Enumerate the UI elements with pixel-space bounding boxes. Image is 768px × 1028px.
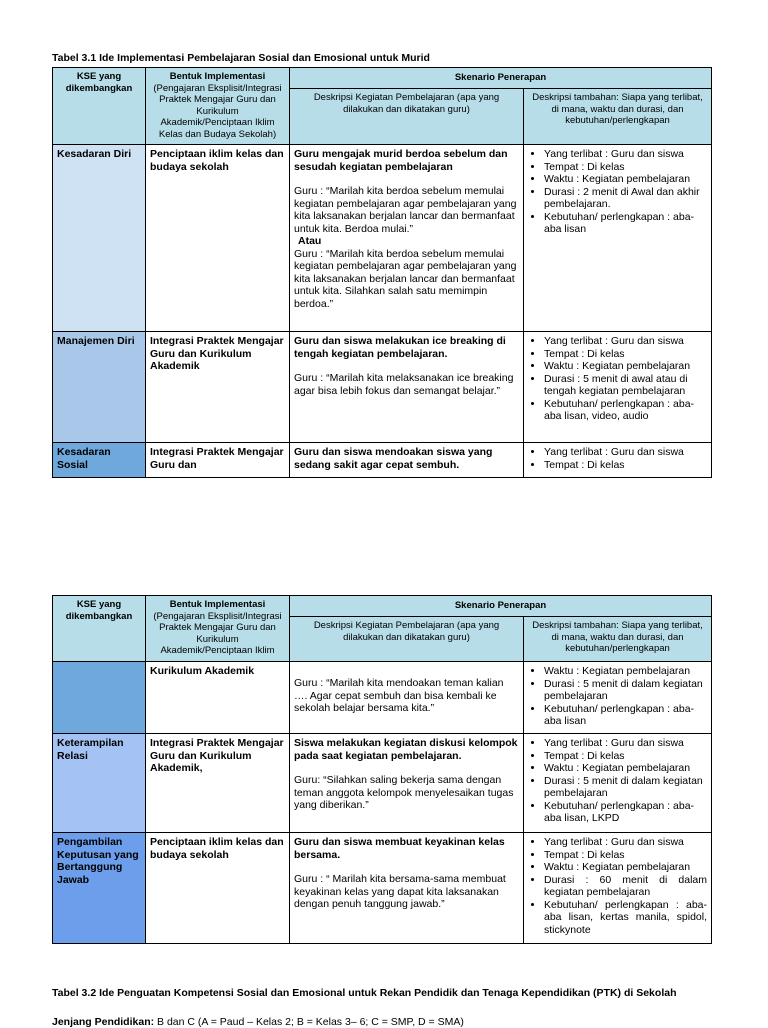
detail-item: • Durasi : 5 menit di dalam kegiatan pembelajaran bbox=[544, 775, 707, 800]
jenjang-value: B dan C (A = Paud – Kelas 2; B = Kelas 3– 6; C = SMP, D = SMA) bbox=[154, 1016, 464, 1028]
header-bentuk-title: Bentuk Implementasi bbox=[169, 71, 266, 82]
detail-item: • Tempat : Di kelas bbox=[544, 750, 707, 763]
jenjang-label: Jenjang Pendidikan: bbox=[52, 1016, 155, 1028]
row-kse-kesadaran-diri: Kesadaran Diri bbox=[53, 145, 146, 332]
detail-item: • Waktu : Kegiatan pembelajaran bbox=[544, 173, 707, 186]
row-tambahan bbox=[524, 332, 712, 443]
row-bentuk: Integrasi Praktek Mengajar Guru dan Kurikulum Akademik, bbox=[146, 734, 290, 833]
row-kse-keterampilan-relasi: Keterampilan Relasi bbox=[53, 734, 146, 833]
detail-item: • Yang terlibat : Guru dan siswa bbox=[544, 737, 707, 750]
header-skenario: Skenario Penerapan bbox=[290, 596, 712, 617]
row-deskripsi bbox=[290, 734, 524, 833]
teacher-speech: Guru: “Silahkan saling bekerja sama dengan teman anggota kelompok menyelesaikan tugas yang diberikan.” bbox=[294, 774, 514, 811]
jenjang-line bbox=[52, 1016, 464, 1028]
detail-item: • Tempat : Di kelas bbox=[544, 849, 707, 862]
detail-item: • Durasi : 2 menit di Awal dan akhir pembelajaran. bbox=[544, 186, 707, 211]
row-deskripsi bbox=[290, 662, 524, 734]
row-bentuk: Integrasi Praktek Mengajar Guru dan Kurikulum Akademik bbox=[146, 332, 290, 443]
header-bentuk-sub: (Pengajaran Eksplisit/Integrasi Praktek Mengajar Guru dan Kurikulum Akademik/Penciptaan Iklim Kelas dan Budaya Sekolah) bbox=[153, 82, 282, 140]
detail-item: • Kebutuhan/ perlengkapan : aba-aba lisan, kertas manila, spidol, stickynote bbox=[544, 899, 707, 937]
detail-item: • Kebutuhan/ perlengkapan : aba-aba lisan, video, audio bbox=[544, 398, 707, 423]
activity-title: Guru dan siswa membuat keyakinan kelas bersama. bbox=[294, 836, 505, 861]
header-deskripsi: Deskripsi Kegiatan Pembelajaran (apa yang dilakukan dan dikatakan guru) bbox=[290, 89, 524, 145]
row-bentuk: Penciptaan iklim kelas dan budaya sekolah bbox=[146, 145, 290, 332]
detail-item: • Waktu : Kegiatan pembelajaran bbox=[544, 360, 707, 373]
teacher-speech: Guru : “Marilah kita berdoa sebelum memulai kegiatan pembelajaran agar pembelajaran yang kita laksanakan berjalan lancar dan bermanfaat untuk kita. Berdoa mulai.” bbox=[294, 185, 517, 235]
row-bentuk: Kurikulum Akademik bbox=[146, 662, 290, 734]
detail-item: • Durasi : 60 menit di dalam kegiatan pembelajaran bbox=[544, 874, 707, 899]
detail-item: • Tempat : Di kelas bbox=[544, 348, 707, 361]
header-bentuk-title: Bentuk Implementasi bbox=[169, 599, 266, 610]
activity-title: Siswa melakukan kegiatan diskusi kelompok pada saat kegiatan pembelajaran. bbox=[294, 737, 518, 762]
detail-item: • Waktu : Kegiatan pembelajaran bbox=[544, 665, 707, 678]
row-bentuk: Penciptaan iklim kelas dan budaya sekolah bbox=[146, 833, 290, 944]
header-skenario: Skenario Penerapan bbox=[290, 68, 712, 89]
header-deskripsi: Deskripsi Kegiatan Pembelajaran (apa yang dilakukan dan dikatakan guru) bbox=[290, 617, 524, 662]
header-bentuk bbox=[146, 596, 290, 662]
row-tambahan bbox=[524, 734, 712, 833]
detail-item: • Waktu : Kegiatan pembelajaran bbox=[544, 762, 707, 775]
implementation-table-1 bbox=[52, 67, 712, 478]
row-deskripsi bbox=[290, 833, 524, 944]
row-tambahan bbox=[524, 145, 712, 332]
table-caption-2: Tabel 3.2 Ide Penguatan Kompetensi Sosial dan Emosional untuk Rekan Pendidik dan Tenaga Kependidikan (PTK) di Sekolah bbox=[52, 987, 677, 999]
teacher-speech: Guru : “ Marilah kita bersama-sama membuat keyakinan kelas yang dapat kita laksanakan dengan penuh tanggung jawab.” bbox=[294, 873, 506, 910]
table-caption-1: Tabel 3.1 Ide Implementasi Pembelajaran Sosial dan Emosional untuk Murid bbox=[52, 52, 430, 64]
header-tambahan: Deskripsi tambahan: Siapa yang terlibat, di mana, waktu dan durasi, dan kebutuhan/perlengkapan bbox=[524, 89, 712, 145]
row-deskripsi bbox=[290, 332, 524, 443]
row-kse-kesadaran-sosial: Kesadaran Sosial bbox=[53, 443, 146, 478]
atau-label: Atau bbox=[298, 235, 322, 247]
detail-item: • Tempat : Di kelas bbox=[544, 459, 707, 472]
row-tambahan bbox=[524, 443, 712, 478]
detail-item: • Kebutuhan/ perlengkapan : aba-aba lisan bbox=[544, 703, 707, 728]
activity-title: Guru dan siswa melakukan ice breaking di tengah kegiatan pembelajaran. bbox=[294, 335, 506, 360]
row-kse-manajemen-diri: Manajemen Diri bbox=[53, 332, 146, 443]
activity-title: Guru mengajak murid berdoa sebelum dan sesudah kegiatan pembelajaran bbox=[294, 148, 508, 173]
detail-item: • Kebutuhan/ perlengkapan : aba-aba lisan bbox=[544, 211, 707, 236]
detail-item: • Tempat : Di kelas bbox=[544, 161, 707, 174]
teacher-speech: Guru : “Marilah kita melaksanakan ice breaking agar bisa lebih fokus dan semangat belajar.” bbox=[294, 372, 514, 397]
activity-title: Guru dan siswa mendoakan siswa yang sedang sakit agar cepat sembuh. bbox=[294, 446, 493, 471]
detail-item: • Yang terlibat : Guru dan siswa bbox=[544, 446, 707, 459]
header-bentuk-sub: (Pengajaran Eksplisit/Integrasi Praktek Mengajar Guru dan Kurikulum Akademik/Penciptaan Iklim bbox=[153, 610, 282, 656]
row-bentuk: Integrasi Praktek Mengajar Guru dan bbox=[146, 443, 290, 478]
header-kse: KSE yang dikembangkan bbox=[53, 596, 146, 662]
detail-item: • Durasi : 5 menit di dalam kegiatan pembelajaran bbox=[544, 678, 707, 703]
detail-item: • Waktu : Kegiatan pembelajaran bbox=[544, 861, 707, 874]
detail-item: • Yang terlibat : Guru dan siswa bbox=[544, 836, 707, 849]
detail-item: • Durasi : 5 menit di awal atau di tengah kegiatan pembelajaran bbox=[544, 373, 707, 398]
row-tambahan bbox=[524, 662, 712, 734]
implementation-table-2 bbox=[52, 595, 712, 944]
row-deskripsi bbox=[290, 443, 524, 478]
teacher-speech-alt: Guru : “Marilah kita berdoa sebelum memulai kegiatan pembelajaran agar pembelajaran yang kita laksanakan berjalan lancar dan bermanfaat untuk kita. Silahkan salah satu memimpin berdoa.” bbox=[294, 247, 517, 310]
header-kse: KSE yang dikembangkan bbox=[53, 68, 146, 145]
detail-item: • Yang terlibat : Guru dan siswa bbox=[544, 335, 707, 348]
row-kse-continued bbox=[53, 662, 146, 734]
row-tambahan bbox=[524, 833, 712, 944]
detail-item: • Kebutuhan/ perlengkapan : aba-aba lisan, LKPD bbox=[544, 800, 707, 825]
row-deskripsi bbox=[290, 145, 524, 332]
row-kse-pengambilan-keputusan: Pengambilan Keputusan yang Bertanggung Jawab bbox=[53, 833, 146, 944]
header-tambahan: Deskripsi tambahan: Siapa yang terlibat, di mana, waktu dan durasi, dan kebutuhan/perlengkapan bbox=[524, 617, 712, 662]
teacher-speech: Guru : “Marilah kita mendoakan teman kalian …. Agar cepat sembuh dan bisa kembali ke sekolah belajar bersama kita.” bbox=[294, 677, 504, 714]
header-bentuk bbox=[146, 68, 290, 145]
detail-item: • Yang terlibat : Guru dan siswa bbox=[544, 148, 707, 161]
